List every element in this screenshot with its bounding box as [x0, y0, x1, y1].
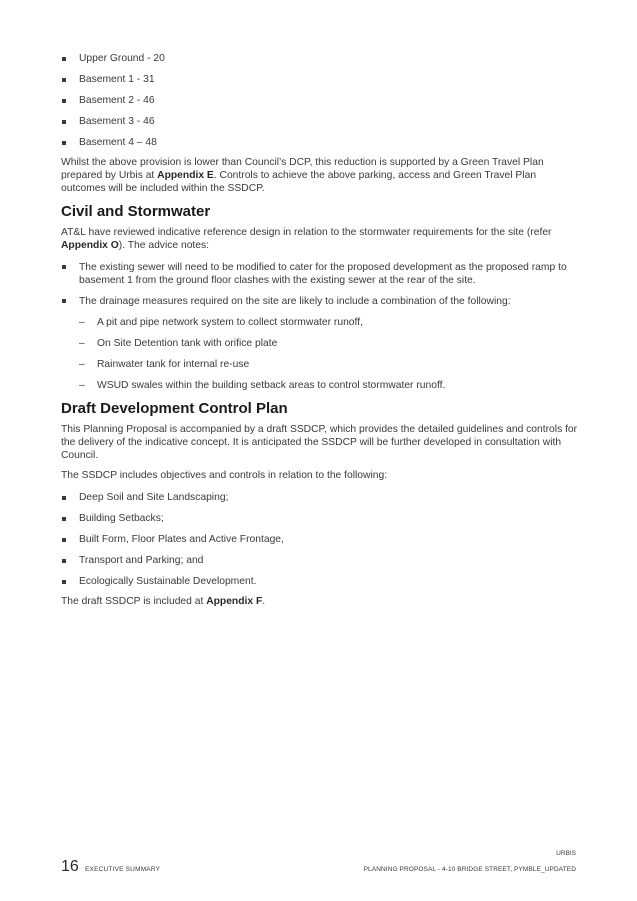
list-item: Transport and Parking; and	[61, 554, 581, 567]
page-body	[61, 52, 581, 617]
footer-section-title: EXECUTIVE SUMMARY	[85, 866, 161, 873]
dcp-intro: The SSDCP includes objectives and controls in relation to the following:	[61, 470, 388, 482]
list-item: Basement 3 - 46	[61, 115, 581, 128]
parking-paragraph: Whilst the above provision is lower than Council’s DCP, this reduction is supported by a Green Travel Plan prepared by Urbis at Appendix E. Controls to achieve the above parking, access and Green Travel Plan outcomes will be included within the SSDCP.	[61, 157, 544, 194]
list-item: – Rainwater tank for internal re-use	[79, 358, 581, 371]
list-item: Basement 4 – 48	[61, 136, 581, 149]
list-item: Upper Ground - 20	[61, 52, 581, 65]
list-item: The drainage measures required on the site are likely to include a combination of the following:	[61, 295, 581, 308]
page-footer	[61, 850, 576, 876]
list-item: Built Form, Floor Plates and Active Frontage,	[61, 533, 581, 546]
civil-intro: AT&L have reviewed indicative reference design in relation to the stormwater requirements for the site (refer Appendix O). The advice notes:	[61, 227, 552, 252]
list-item: – WSUD swales within the building setback areas to control stormwater runoff.	[79, 379, 581, 392]
list-item: Deep Soil and Site Landscaping;	[61, 491, 581, 504]
list-item: Ecologically Sustainable Development.	[61, 575, 581, 588]
footer-document-title: PLANNING PROPOSAL - 4-10 BRIDGE STREET, PYMBLE_UPDATED	[363, 866, 576, 873]
dcp-heading: Draft Development Control Plan	[61, 399, 288, 417]
page-number: 16	[61, 858, 79, 875]
dcp-closing: The draft SSDCP is included at Appendix F.	[61, 596, 266, 608]
civil-bullets	[61, 261, 581, 308]
list-item: – A pit and pipe network system to collect stormwater runoff,	[79, 316, 581, 329]
stormwater-measures-list	[79, 316, 581, 392]
list-item: Basement 1 - 31	[61, 73, 581, 86]
list-item: Basement 2 - 46	[61, 94, 581, 107]
dcp-bullets	[61, 491, 581, 588]
list-item: The existing sewer will need to be modified to cater for the proposed development as the proposed ramp to basement 1 from the ground floor clashes with the existing sewer at the rear of the site.	[61, 261, 581, 287]
civil-heading: Civil and Stormwater	[61, 203, 211, 221]
list-item: Building Setbacks;	[61, 512, 581, 525]
parking-list	[61, 52, 581, 149]
dcp-paragraph: This Planning Proposal is accompanied by a draft SSDCP, which provides the detailed guidelines and controls for the delivery of the indicative concept. It is anticipated the SSDCP will be further developed in consultation with Council.	[61, 423, 578, 461]
list-item: – On Site Detention tank with orifice plate	[79, 337, 581, 350]
footer-brand: URBIS	[556, 850, 576, 857]
